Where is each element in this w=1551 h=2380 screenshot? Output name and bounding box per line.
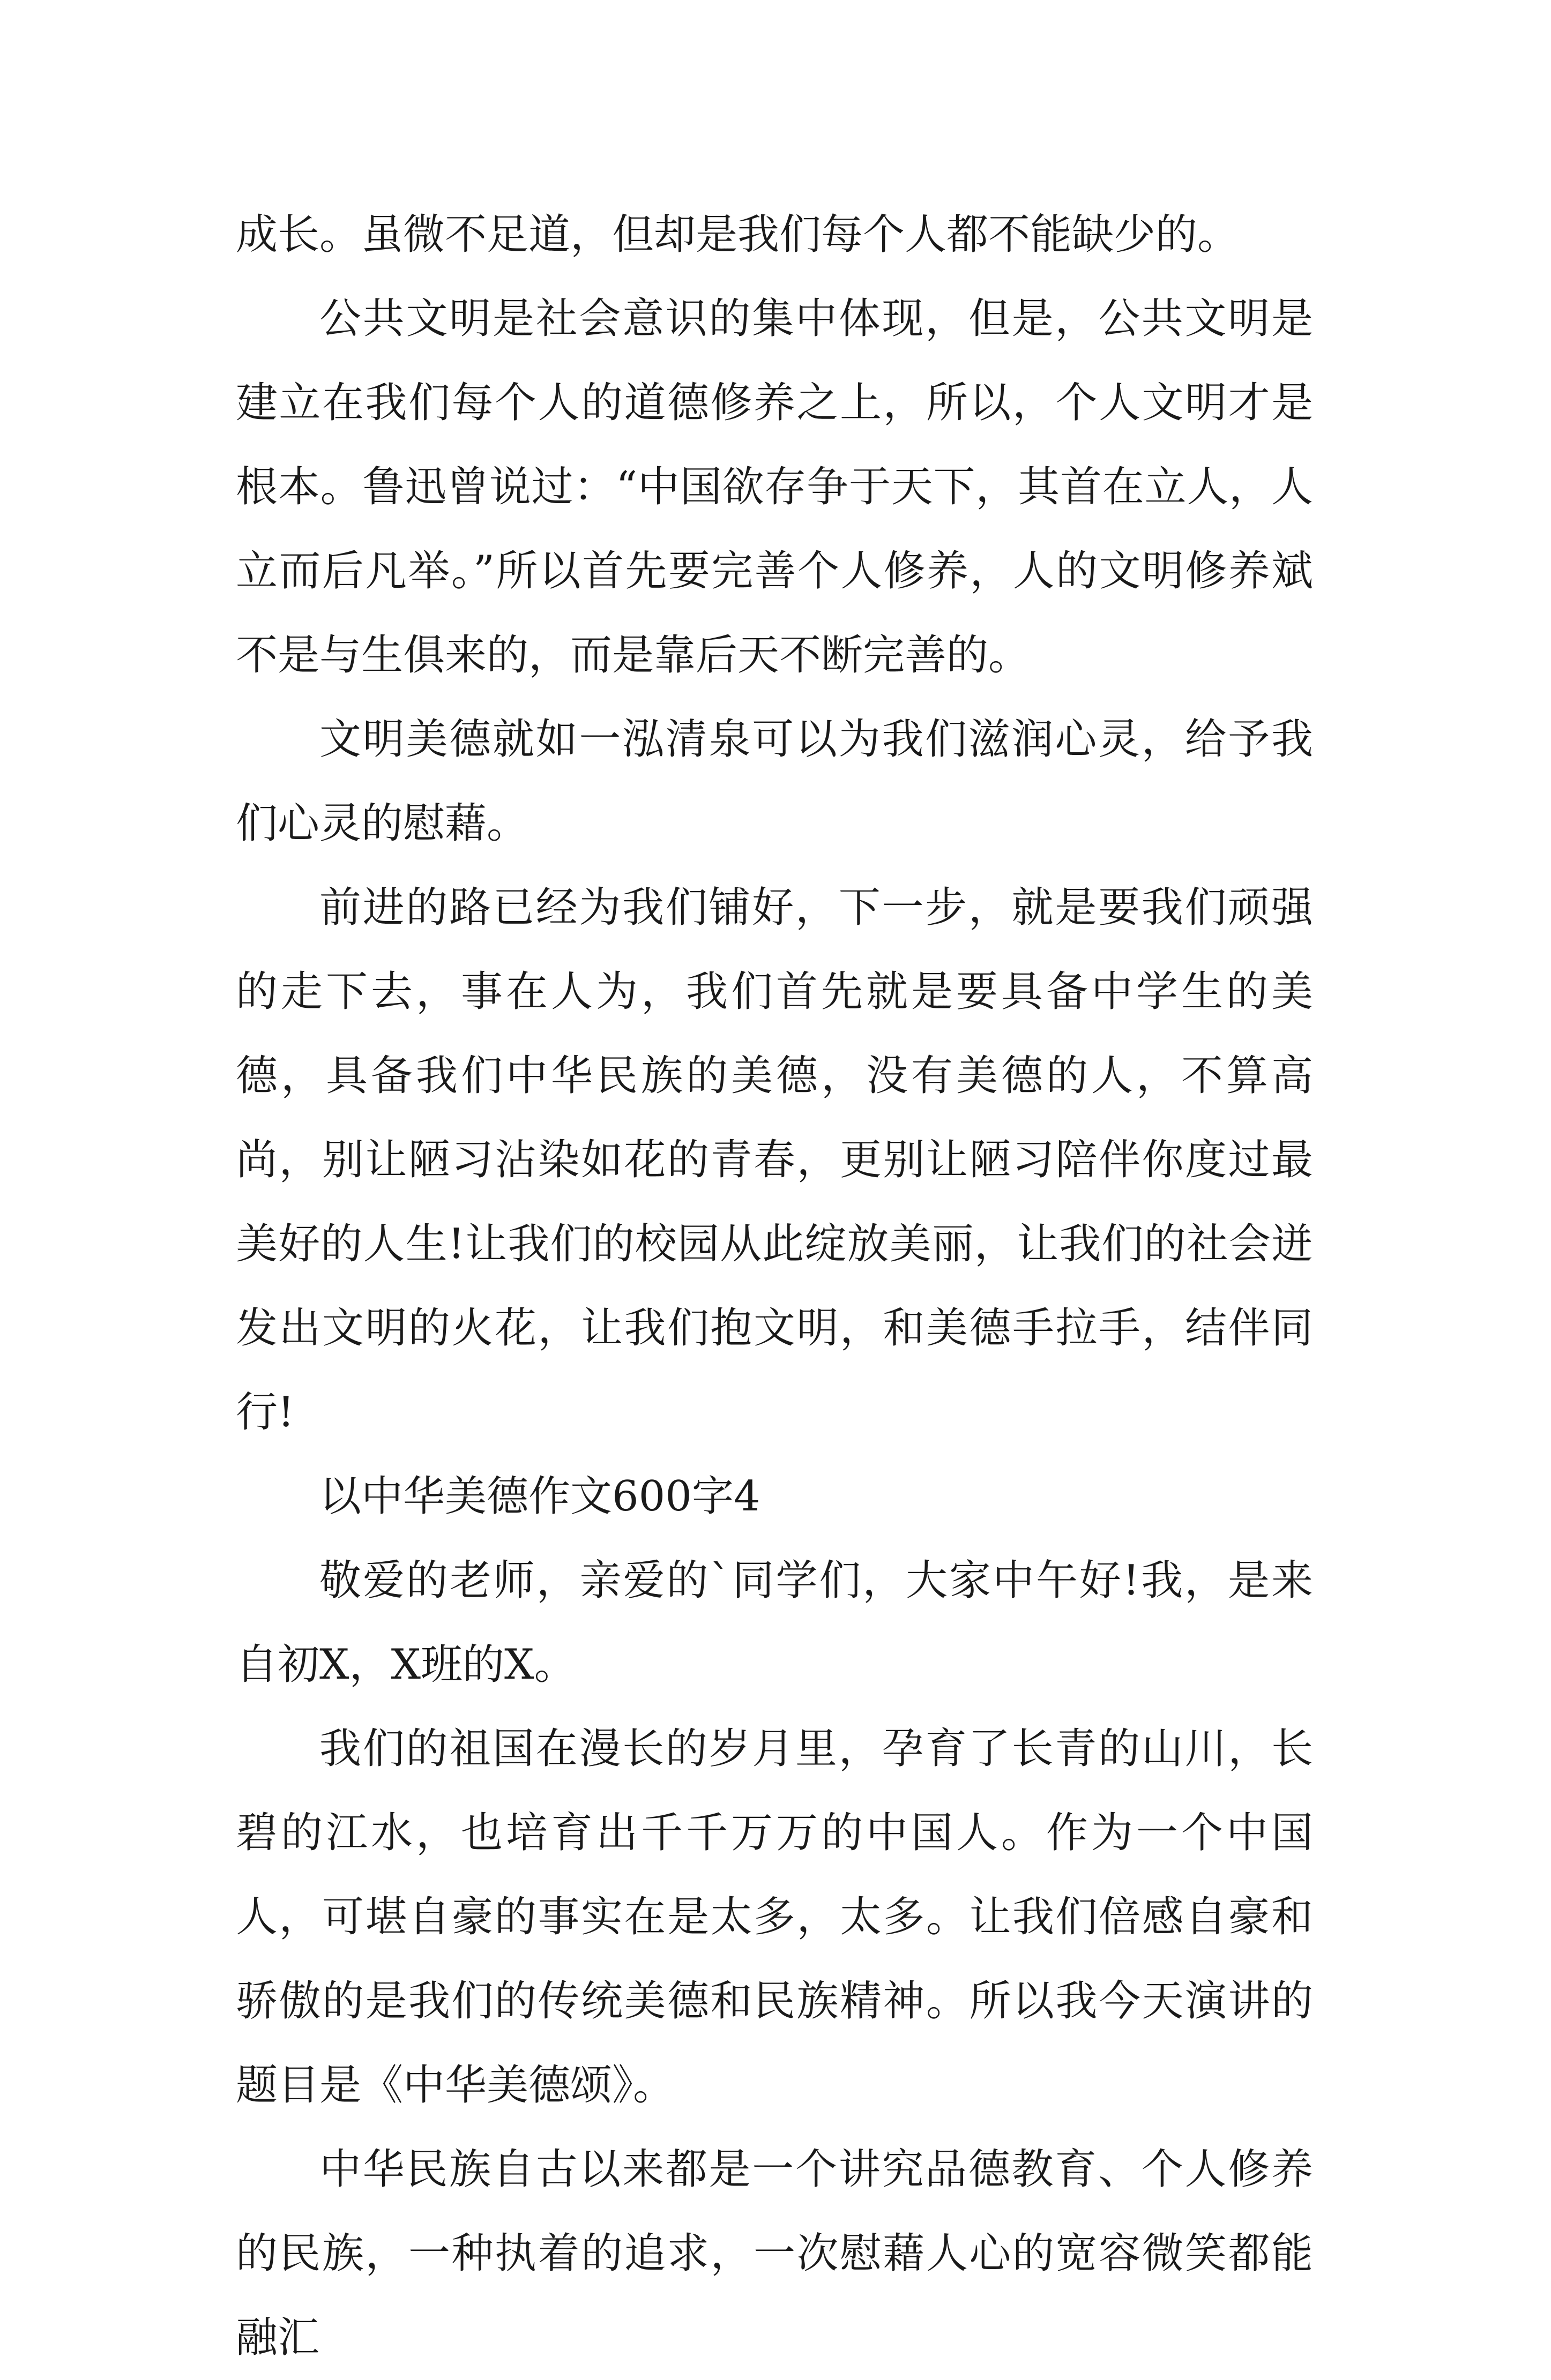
paragraph: 敬爱的老师，亲爱的`同学们，大家中午好!我，是来自初X，X班的X。 xyxy=(236,1556,1313,1689)
paragraph: 成长。虽微不足道，但却是我们每个人都不能缺少的。 xyxy=(236,211,1240,259)
paragraph: 公共文明是社会意识的集中体现，但是，公共文明是建立在我们每个人的道德修养之上，所以，个人文明才是根本。鲁迅曾说过：“中国欲存争于天下，其首在立人，人立而后凡举。”所以首先要完善个人修养，人的文明修养斌不是与生俱来的，而是靠后天不断完善的。 xyxy=(236,295,1313,679)
document-body xyxy=(236,193,1313,2380)
paragraph: 前进的路已经为我们铺好，下一步，就是要我们顽强的走下去，事在人为，我们首先就是要具备中学生的美德，具备我们中华民族的美德，没有美德的人，不算高尚，别让陋习沾染如花的青春，更别让陋习陪伴你度过最美好的人生!让我们的校园从此绽放美丽，让我们的社会迸发出文明的火花，让我们抱文明，和美德手拉手，结伴同行! xyxy=(236,884,1313,1436)
paragraph: 中华民族自古以来都是一个讲究品德教育、个人修养的民族，一种执着的追求，一次慰藉人心的宽容微笑都能融汇 xyxy=(236,2145,1313,2362)
paragraph: 文明美德就如一泓清泉可以为我们滋润心灵，给予我们心灵的慰藉。 xyxy=(236,715,1313,848)
paragraph: 我们的祖国在漫长的岁月里，孕育了长青的山川，长碧的江水，也培育出千千万万的中国人。作为一个中国人，可堪自豪的事实在是太多，太多。让我们倍感自豪和骄傲的是我们的传统美德和民族精神。所以我今天演讲的题目是《中华美德颂》。 xyxy=(236,1725,1313,2109)
section-heading: 以中华美德作文600字4 xyxy=(319,1472,760,1521)
